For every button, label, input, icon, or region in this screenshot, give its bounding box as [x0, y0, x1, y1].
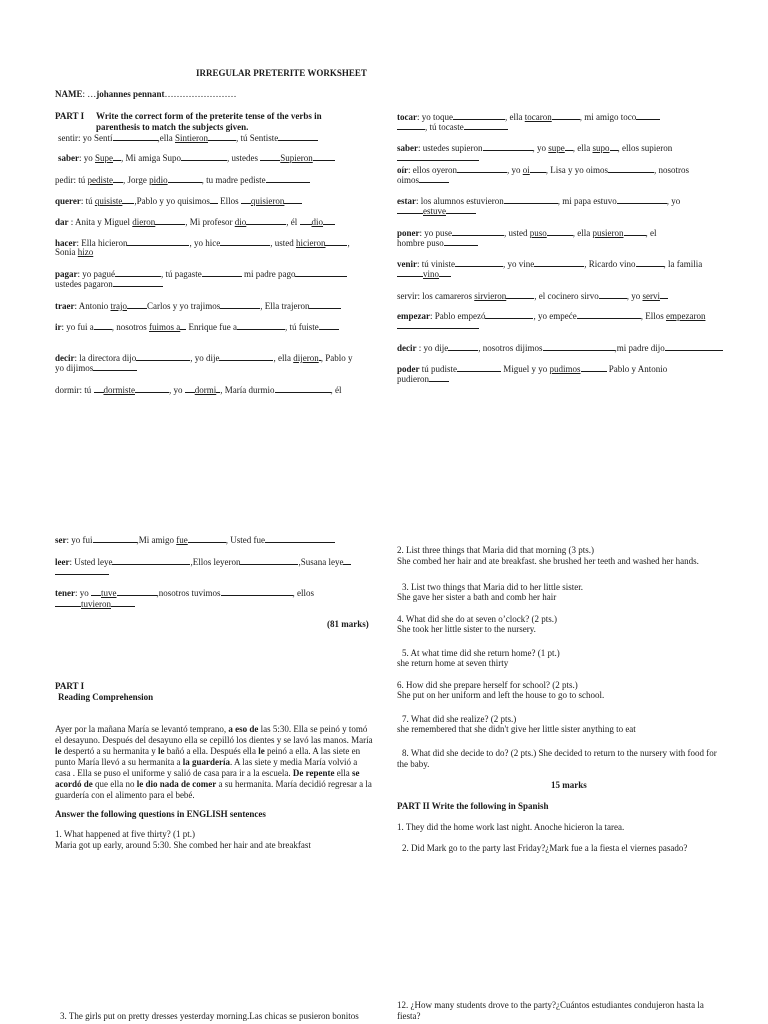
name-line: NAME: …johannes pennant……………………	[55, 89, 237, 99]
verb-querer: querer: tú quisiste ,Pablo y yo quisimos Ellos quisieron	[55, 195, 302, 207]
reading-instruction: Answer the following questions in ENGLISH sentences	[55, 809, 266, 819]
verb-sentir: sentir: yo Sentí ,ella Sintieron , tú Sentiste	[58, 132, 318, 144]
reading-passage: Ayer por la mañana María se levantó temprano, a eso de las 5:30. Ella se peinó y tomó el desayuno. Después del desayuno ella se cepilló los dientes y se lavó las manos. María le despertó a su hermanita y le bañó a ella. Después ella le peinó a ella. A las siete en punto María llevó a su hermanita a la guardería. A las siete y media María volvió a casa . Ella se puso el uniforme y salió de casa para ir a la escuela. De repente ella se acordó de que ella no le dio nada de comer a su hermanita. María decidió regresar a la guardería con el alimento para el bebé.	[55, 724, 373, 800]
part1-instruction: Write the correct form of the preterite tense of the verbs in parenthesis to match the subjects given.	[96, 111, 322, 132]
answer-4: She took her little sister to the nursery.	[397, 624, 536, 634]
student-name: johannes pennant	[96, 89, 165, 99]
verb-venir-cont: vino	[397, 268, 451, 280]
verb-pagar-cont: ustedes pagaron	[55, 278, 163, 290]
part1-marks: (81 marks)	[327, 619, 369, 629]
verb-estar: estar: los alumnos estuvieron , mi papa estuvo , yo	[397, 196, 681, 206]
question-1: 1. What happened at five thirty? (1 pt.)	[55, 829, 196, 839]
answer-3: She gave her sister a bath and comb her hair	[397, 592, 557, 602]
part2-item-3: 3. The girls put on pretty dresses yesterday morning.Las chicas se pusieron bonitos	[60, 1011, 359, 1021]
question-6: 6. How did she prepare herself for school? (2 pts.)	[397, 680, 578, 690]
verb-oir-cont: oimos	[397, 174, 449, 186]
page-title: IRREGULAR PRETERITE WORKSHEET	[196, 68, 367, 78]
verb-decir2: decir : yo dije , nosotros dijimos ,mi padre dijo	[397, 342, 723, 354]
verb-saber2-cont	[397, 152, 479, 164]
reading-part-label: PART I	[55, 681, 85, 691]
part2-item-2: 2. Did Mark go to the party last Friday?¿Mark fue a la fiesta el viernes pasado?	[402, 843, 688, 853]
verb-pagar: pagar: yo pagué , tú pagaste mi padre pago	[55, 268, 347, 280]
verb-leer: leer: Usted leye ,Ellos leyeron ,Susana leye	[55, 556, 351, 568]
part2-item-12: 12. ¿How many students drove to the party?¿Cuántos estudiantes condujeron hasta la fiesta?	[397, 1000, 704, 1021]
answer-5: she return home at seven thirty	[397, 658, 509, 668]
verb-poner: poner: yo puse , usted puso , ella pusieron , el	[397, 228, 657, 238]
part1-label: PART I	[55, 111, 85, 121]
question-5: 5. At what time did she return home? (1 pt.)	[402, 648, 560, 658]
verb-oir: oír: ellos oyeron , yo oi , Lisa y yo oimos , nosotros	[397, 165, 690, 175]
verb-ser: ser: yo fui ,Mi amigo fue , Usted fue	[55, 534, 335, 546]
reading-section-title: Reading Comprehension	[58, 692, 154, 702]
verb-tocar: tocar: yo toque , ella tocaron , mi amigo toco	[397, 111, 660, 123]
verb-tener-cont: tuvieron	[55, 598, 135, 610]
verb-empezar-cont	[397, 320, 479, 332]
verb-poder-cont: pudieron	[397, 373, 449, 385]
question-4: 4. What did she do at seven o’clock? (2 pts.)	[397, 614, 558, 624]
verb-decir-cont: yo dijimos	[55, 362, 137, 374]
verb-hacer-cont: Sonia hizo	[55, 247, 94, 257]
answer-7: she remembered that she didn't give her little sister anything to eat	[397, 724, 636, 734]
answer-6: She put on her uniform and left the house to go to school.	[397, 690, 605, 700]
verb-tocar-cont: , tú tocaste	[397, 121, 508, 133]
question-3: 3. List two things that Maria did to her little sister.	[402, 582, 583, 592]
part2-item-1: 1. They did the home work last night. Anoche hicieron la tarea.	[397, 822, 625, 832]
verb-saber: saber: yo Supe , Mi amiga Supo , ustedes Supieron	[58, 152, 335, 164]
verb-traer: traer: Antonio trajo Carlos y yo trajimos , Ella trajeron	[55, 300, 341, 312]
verb-tener: tener: yo tuve ,nosotros tuvimos , ellos	[55, 588, 315, 598]
verb-dar: dar : Anita y Miguel dieron , Mi profesor dio , él dio	[55, 216, 335, 228]
verb-venir: venir: tú viniste , yo vine , Ricardo vino , la familia	[397, 259, 703, 269]
verb-hacer: hacer: Ella hicieron , yo hice , usted hicieron ,	[55, 238, 350, 248]
part2-title: PART II Write the following in Spanish	[397, 801, 549, 811]
verb-leer-cont	[55, 566, 109, 578]
verb-pedir: pedir: tú pediste , Jorge pidio , tu madre pediste	[55, 174, 310, 186]
question-7: 7. What did she realize? (2 pts.)	[402, 714, 517, 724]
verb-estar-cont: estuve	[397, 205, 476, 217]
verb-poner-cont: hombre puso	[397, 237, 478, 249]
answer-1: Maria got up early, around 5:30. She combed her hair and ate breakfast	[55, 840, 311, 850]
verb-servir: servir: los camareros sirvieron , el cocinero sirvo , yo servi	[397, 290, 668, 302]
verb-decir: decir: la directora dijo , yo dije , ella dijeron , Pablo y	[55, 353, 353, 363]
verb-dormir: dormir: tú dormiste , yo dormi , María durmio , él	[55, 385, 342, 395]
question-2: 2. List three things that Maria did that morning (3 pts.)	[397, 545, 594, 555]
answer-2: She combed her hair and ate breakfast. she brushed her teeth and washed her hands.	[397, 556, 699, 566]
verb-saber2: saber: ustedes supieron , yo supe , ella supo , ellos supieron	[397, 143, 673, 153]
question-8: 8. What did she decide to do? (2 pts.) She decided to return to the nursery with food for the baby.	[397, 748, 717, 769]
verb-empezar: empezar: Pablo empezó , yo empeće , Ellos empezaron	[397, 311, 706, 321]
verb-ir: ir: yo fui a , nosotros fuimos a Enrique fue a , tú fuiste	[55, 321, 339, 333]
reading-marks: 15 marks	[551, 780, 587, 790]
verb-poder: poder tú pudiste Miguel y yo pudimos Pablo y Antonio	[397, 364, 668, 374]
